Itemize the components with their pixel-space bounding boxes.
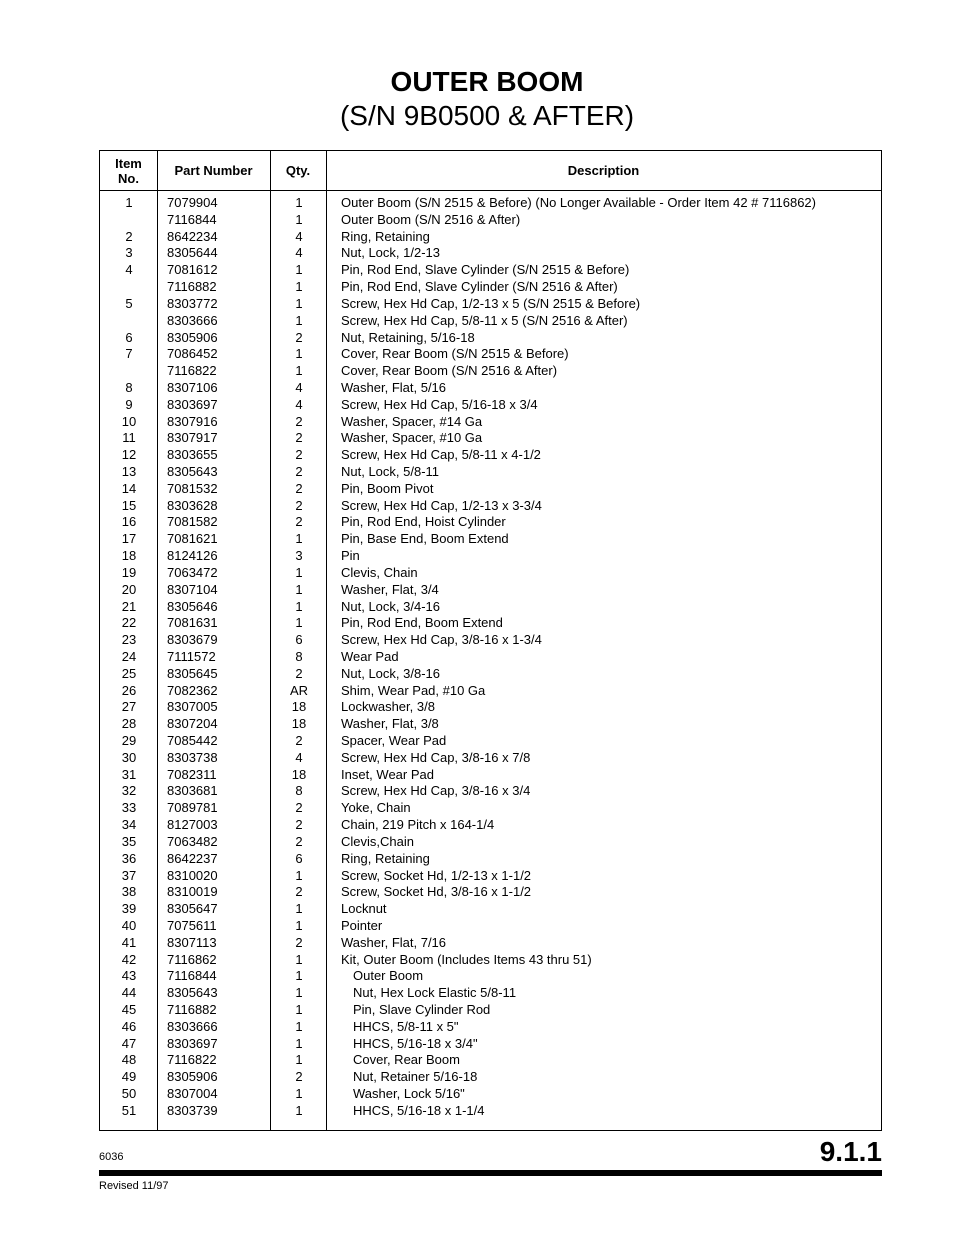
item-no: 17 (121, 531, 137, 547)
qty: 2 (295, 480, 303, 496)
description: Nut, Lock, 3/8-16 (341, 665, 440, 681)
table-row (100, 868, 881, 885)
item-no: 28 (121, 716, 137, 732)
part-number: 8127003 (167, 817, 218, 833)
item-no: 24 (121, 648, 137, 664)
description: Washer, Flat, 7/16 (341, 934, 447, 950)
description: Pointer (341, 917, 383, 933)
item-no: 51 (121, 1102, 137, 1118)
item-no: 14 (121, 480, 137, 496)
item-no: 38 (121, 884, 137, 900)
item-no: 26 (121, 682, 137, 698)
part-number: 7116882 (167, 1002, 217, 1017)
table-row (100, 582, 881, 599)
item-no: 3 (125, 245, 133, 261)
item-no: 31 (121, 766, 137, 782)
item-no: 22 (121, 615, 137, 631)
table-row (100, 632, 881, 649)
revision-date: Revised 11/97 (99, 1180, 169, 1192)
part-number: 7081532 (167, 480, 218, 496)
footer-rule (99, 1170, 882, 1176)
part-number: 8310020 (167, 867, 218, 883)
part-number: 8307916 (167, 413, 218, 429)
part-number: 7082311 (167, 766, 217, 782)
table-row (100, 245, 881, 262)
part-number: 8303772 (167, 295, 218, 311)
qty: 1 (295, 951, 303, 967)
description: Nut, Lock, 1/2-13 (341, 245, 440, 261)
qty: 2 (295, 1069, 303, 1085)
table-row (100, 666, 881, 683)
item-no: 2 (125, 228, 133, 244)
part-number: 8305644 (167, 245, 218, 261)
item-no: 50 (121, 1086, 137, 1102)
description: Pin (341, 548, 360, 564)
item-no: 13 (121, 464, 137, 479)
item-no: 30 (121, 749, 137, 765)
item-no: 9 (125, 396, 133, 412)
part-number: 7063482 (167, 833, 218, 849)
item-no: 4 (125, 262, 133, 278)
part-number: 7116822 (167, 363, 217, 379)
qty: 2 (295, 497, 303, 513)
description: Chain, 219 Pitch x 164-1/4 (341, 817, 495, 833)
table-row (100, 935, 881, 952)
part-number: 7086452 (167, 346, 218, 362)
qty: 1 (295, 867, 303, 883)
part-number: 8303679 (167, 632, 218, 648)
part-number: 7063472 (167, 564, 218, 580)
description: Clevis, Chain (341, 564, 418, 580)
part-number: 7082362 (167, 682, 218, 698)
table-row (100, 1002, 881, 1019)
qty: 1 (295, 901, 303, 917)
part-number: 8307104 (167, 581, 218, 597)
description: Screw, Socket Hd, 1/2-13 x 1-1/2 (341, 867, 532, 883)
qty: 1 (295, 1002, 303, 1017)
description: Cover, Rear Boom (S/N 2516 & After) (341, 363, 558, 379)
item-no: 32 (121, 783, 137, 799)
description: Screw, Hex Hd Cap, 1/2-13 x 5 (S/N 2515 & Before) (341, 295, 641, 311)
qty: 1 (295, 1086, 303, 1102)
item-no: 46 (121, 1018, 137, 1034)
qty: 2 (295, 884, 303, 900)
table-row (100, 1019, 881, 1036)
description: Nut, Lock, 3/4-16 (341, 598, 440, 614)
description: Yoke, Chain (341, 800, 411, 816)
description: Nut, Retaining, 5/16-18 (341, 329, 475, 345)
item-no: 23 (121, 632, 137, 648)
description: Screw, Hex Hd Cap, 3/8-16 x 1-3/4 (341, 632, 542, 648)
part-number: 8642237 (167, 850, 218, 866)
table-row (100, 699, 881, 716)
qty: 8 (295, 648, 303, 664)
table-row (100, 968, 881, 985)
table-row (100, 380, 881, 397)
header-description: Description (567, 163, 640, 178)
item-no: 33 (121, 800, 137, 816)
item-no: 49 (121, 1069, 137, 1085)
qty: 2 (295, 800, 303, 816)
item-no: 47 (121, 1035, 137, 1051)
item-no: 16 (121, 514, 137, 530)
table-row (100, 985, 881, 1002)
table-row (100, 531, 881, 548)
qty: 1 (295, 531, 303, 547)
description: Screw, Hex Hd Cap, 5/16-18 x 3/4 (341, 396, 538, 412)
description: Nut, Retainer 5/16-18 (353, 1069, 478, 1085)
table-row (100, 750, 881, 767)
qty: 2 (295, 665, 303, 681)
qty: 1 (295, 211, 303, 227)
qty: 8 (295, 783, 303, 799)
item-no: 18 (121, 548, 137, 564)
table-row (100, 430, 881, 447)
table-row (100, 262, 881, 279)
description: HHCS, 5/16-18 x 3/4" (353, 1035, 478, 1051)
table-row (100, 498, 881, 515)
item-no: 21 (121, 598, 137, 614)
description: Screw, Hex Hd Cap, 3/8-16 x 3/4 (341, 783, 531, 799)
table-row (100, 195, 881, 212)
qty: 2 (295, 329, 303, 345)
description: Shim, Wear Pad, #10 Ga (341, 682, 486, 698)
qty: 2 (295, 514, 303, 530)
table-row (100, 918, 881, 935)
qty: 4 (295, 379, 303, 395)
description: Spacer, Wear Pad (341, 733, 447, 748)
table-row (100, 1069, 881, 1086)
part-number: 8307204 (167, 716, 218, 732)
item-no: 39 (121, 901, 137, 917)
item-no: 48 (121, 1052, 137, 1068)
table-row (100, 800, 881, 817)
qty: 2 (295, 430, 303, 446)
description: Ring, Retaining (341, 850, 430, 866)
qty: 6 (295, 632, 303, 648)
qty: 1 (295, 615, 303, 631)
part-number: 7075611 (167, 917, 217, 933)
qty: 3 (295, 548, 303, 564)
qty: 1 (295, 598, 303, 614)
qty: 1 (295, 346, 303, 362)
item-no: 37 (121, 867, 137, 883)
description: Washer, Lock 5/16" (353, 1086, 465, 1102)
qty: 1 (295, 1052, 303, 1068)
table-row (100, 599, 881, 616)
qty: 6 (295, 850, 303, 866)
table-row (100, 397, 881, 414)
part-number: 7081621 (167, 531, 218, 547)
table-row (100, 514, 881, 531)
item-no: 34 (121, 817, 137, 833)
header-item-no: Item No. (115, 155, 142, 186)
page-subtitle: (S/N 9B0500 & AFTER) (339, 100, 635, 131)
section-number: 9.1.1 (819, 1136, 882, 1167)
part-number: 8642234 (167, 228, 218, 244)
description: Washer, Flat, 5/16 (341, 379, 447, 395)
table-row (100, 464, 881, 481)
part-number: 8307106 (167, 379, 218, 395)
table-row (100, 851, 881, 868)
qty: 1 (295, 581, 303, 597)
page-title: OUTER BOOM (390, 66, 584, 97)
table-row (100, 279, 881, 296)
table-row (100, 447, 881, 464)
header-qty: Qty. (285, 163, 311, 178)
part-number: 7089781 (167, 800, 218, 816)
item-no: 27 (121, 699, 137, 715)
table-row (100, 1052, 881, 1069)
qty: 18 (291, 699, 307, 715)
part-number: 8303628 (167, 497, 218, 513)
description: Cover, Rear Boom (S/N 2515 & Before) (341, 346, 569, 362)
part-number: 8307917 (167, 430, 218, 446)
item-no: 11 (122, 430, 136, 446)
table-row (100, 884, 881, 901)
part-number: 7081631 (167, 615, 218, 631)
qty: 2 (295, 464, 303, 479)
description: Pin, Boom Pivot (341, 480, 434, 496)
parts-list (100, 195, 881, 1120)
qty: AR (289, 682, 309, 698)
item-no: 43 (121, 968, 137, 984)
qty: 2 (295, 447, 303, 463)
part-number: 7116862 (167, 951, 217, 967)
part-number: 8303697 (167, 396, 218, 412)
item-no: 44 (121, 985, 137, 1001)
item-no: 45 (121, 1002, 137, 1017)
table-row (100, 615, 881, 632)
item-no: 36 (121, 850, 137, 866)
table-row (100, 649, 881, 666)
part-number: 8303739 (167, 1102, 218, 1118)
description: Nut, Hex Lock Elastic 5/8-11 (353, 985, 517, 1001)
part-number: 8307005 (167, 699, 218, 715)
table-row (100, 817, 881, 834)
qty: 2 (295, 817, 303, 833)
qty: 1 (295, 1102, 303, 1118)
part-number: 8303697 (167, 1035, 218, 1051)
description: HHCS, 5/16-18 x 1-1/4 (353, 1102, 485, 1118)
description: Kit, Outer Boom (Includes Items 43 thru 51) (341, 951, 592, 967)
description: Screw, Hex Hd Cap, 5/8-11 x 4-1/2 (341, 447, 541, 463)
table-row (100, 733, 881, 750)
item-no: 5 (125, 295, 133, 311)
table-row (100, 346, 881, 363)
description: Pin, Rod End, Slave Cylinder (S/N 2515 & Before) (341, 262, 630, 278)
table-row (100, 414, 881, 431)
part-number: 8303738 (167, 749, 218, 765)
item-no: 10 (121, 413, 137, 429)
description: Pin, Slave Cylinder Rod (353, 1002, 491, 1017)
description: Outer Boom (353, 968, 424, 984)
description: Outer Boom (S/N 2516 & After) (341, 211, 521, 227)
item-no: 1 (125, 195, 133, 210)
table-row (100, 783, 881, 800)
qty: 1 (295, 195, 303, 210)
description: Screw, Hex Hd Cap, 1/2-13 x 3-3/4 (341, 497, 542, 513)
part-number: 8124126 (167, 548, 218, 564)
header-part-number: Part Number (174, 163, 253, 178)
item-no: 35 (121, 833, 137, 849)
table-row (100, 481, 881, 498)
qty: 1 (295, 564, 303, 580)
qty: 4 (295, 245, 303, 261)
item-no: 25 (121, 665, 137, 681)
part-number: 7079904 (167, 195, 218, 210)
part-number: 7081582 (167, 514, 218, 530)
qty: 1 (295, 295, 303, 311)
qty: 1 (295, 968, 303, 984)
part-number: 8307004 (167, 1086, 218, 1102)
part-number: 8305647 (167, 901, 218, 917)
page-code: 6036 (99, 1151, 124, 1163)
description: Pin, Rod End, Slave Cylinder (S/N 2516 & After) (341, 279, 618, 295)
part-number: 8303666 (167, 1018, 218, 1034)
part-number: 8307113 (167, 934, 217, 950)
part-number: 8305646 (167, 598, 218, 614)
part-number: 7081612 (167, 262, 218, 278)
description: Lockwasher, 3/8 (341, 699, 435, 715)
part-number: 7111572 (167, 648, 216, 664)
description: Inset, Wear Pad (341, 766, 434, 782)
description: Ring, Retaining (341, 228, 430, 244)
item-no: 12 (121, 447, 137, 463)
table-row (100, 952, 881, 969)
table-row (100, 296, 881, 313)
qty: 4 (295, 396, 303, 412)
description: Pin, Rod End, Boom Extend (341, 615, 503, 631)
description: Cover, Rear Boom (353, 1052, 460, 1068)
description: Screw, Hex Hd Cap, 5/8-11 x 5 (S/N 2516 & After) (341, 312, 628, 328)
part-number: 7116844 (167, 211, 217, 227)
description: Locknut (341, 901, 387, 917)
description: Pin, Base End, Boom Extend (341, 531, 509, 547)
part-number: 7116882 (167, 279, 217, 295)
description: Washer, Flat, 3/8 (341, 716, 439, 732)
qty: 18 (291, 766, 307, 782)
part-number: 8305643 (167, 985, 218, 1001)
table-row (100, 212, 881, 229)
description: Nut, Lock, 5/8-11 (341, 464, 440, 479)
part-number: 8305906 (167, 329, 218, 345)
table-row (100, 1103, 881, 1120)
part-number: 8303681 (167, 783, 218, 799)
table-row (100, 330, 881, 347)
item-no: 15 (121, 497, 137, 513)
parts-table (99, 150, 882, 1131)
table-row (100, 767, 881, 784)
qty: 1 (295, 262, 303, 278)
part-number: 8303655 (167, 447, 218, 463)
part-number: 7085442 (167, 733, 218, 748)
part-number: 8305643 (167, 464, 218, 479)
description: Washer, Spacer, #10 Ga (341, 430, 483, 446)
qty: 4 (295, 749, 303, 765)
item-no: 40 (121, 917, 137, 933)
table-row (100, 834, 881, 851)
item-no: 8 (125, 379, 133, 395)
item-no: 42 (121, 951, 137, 967)
qty: 1 (295, 1018, 303, 1034)
part-number: 7116822 (167, 1052, 217, 1068)
qty: 1 (295, 1035, 303, 1051)
part-number: 8303666 (167, 312, 218, 328)
part-number: 8305645 (167, 665, 218, 681)
table-row (100, 565, 881, 582)
table-row (100, 1086, 881, 1103)
part-number: 8310019 (167, 884, 218, 900)
table-row (100, 683, 881, 700)
description: Washer, Flat, 3/4 (341, 581, 439, 597)
item-no: 29 (121, 733, 137, 748)
qty: 2 (295, 833, 303, 849)
description: Clevis,Chain (341, 833, 414, 849)
description: Washer, Spacer, #14 Ga (341, 413, 483, 429)
table-row (100, 313, 881, 330)
qty: 2 (295, 733, 303, 748)
table-row (100, 901, 881, 918)
table-row (100, 548, 881, 565)
qty: 1 (295, 917, 303, 933)
description: Wear Pad (341, 648, 399, 664)
qty: 2 (295, 413, 303, 429)
part-number: 7116844 (167, 968, 217, 984)
table-row (100, 1036, 881, 1053)
qty: 1 (295, 363, 303, 379)
item-no: 20 (121, 581, 137, 597)
qty: 18 (291, 716, 307, 732)
table-row (100, 363, 881, 380)
part-number: 8305906 (167, 1069, 218, 1085)
table-row (100, 716, 881, 733)
qty: 1 (295, 279, 303, 295)
item-no: 7 (125, 346, 133, 362)
item-no: 19 (121, 564, 137, 580)
qty: 1 (295, 985, 303, 1001)
qty: 2 (295, 934, 303, 950)
description: Screw, Hex Hd Cap, 3/8-16 x 7/8 (341, 749, 531, 765)
qty: 1 (295, 312, 303, 328)
description: HHCS, 5/8-11 x 5" (353, 1018, 459, 1034)
description: Screw, Socket Hd, 3/8-16 x 1-1/2 (341, 884, 532, 900)
item-no: 41 (121, 934, 137, 950)
table-row (100, 229, 881, 246)
header-divider (100, 190, 881, 191)
description: Outer Boom (S/N 2515 & Before) (No Longer Available - Order Item 42 # 7116862) (341, 195, 816, 210)
item-no: 6 (125, 329, 133, 345)
description: Pin, Rod End, Hoist Cylinder (341, 514, 506, 530)
qty: 4 (295, 228, 303, 244)
